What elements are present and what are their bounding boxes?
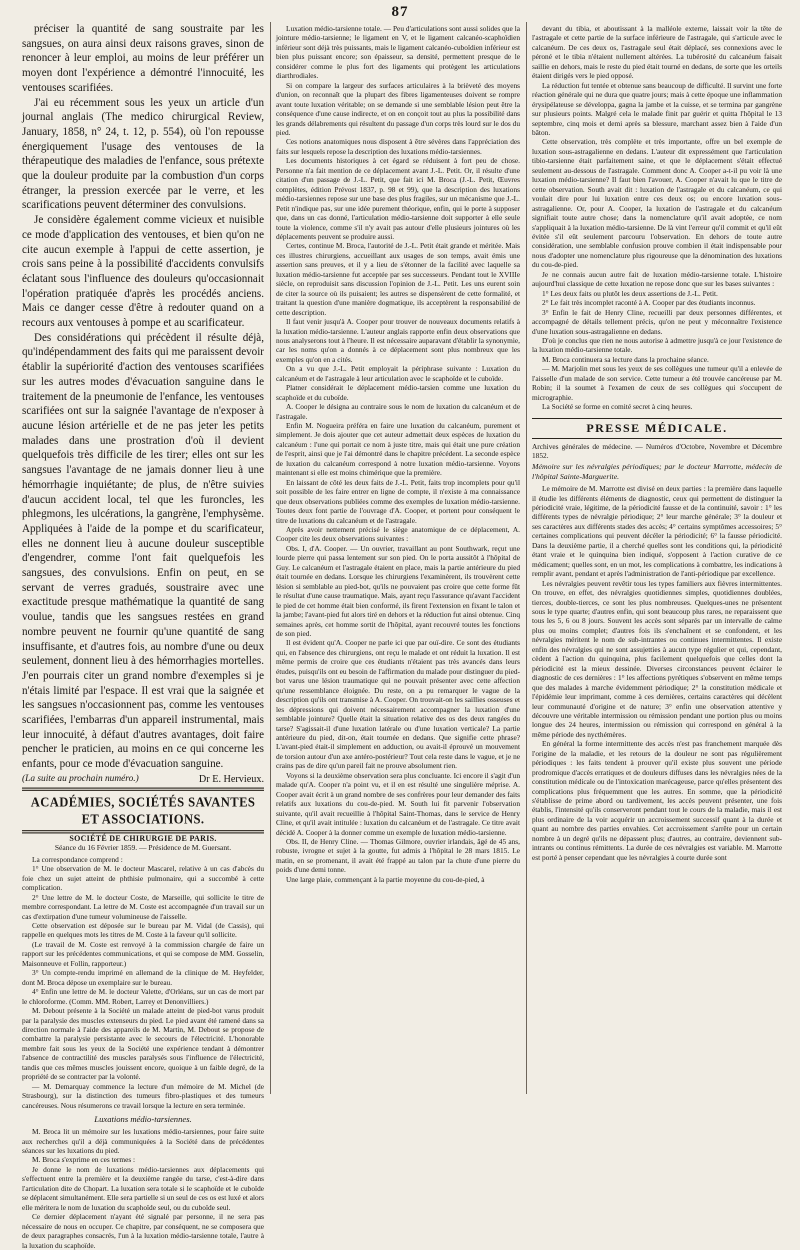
society-title: SOCIÉTÉ DE CHIRURGIE DE PARIS. (69, 833, 217, 843)
paragraph: Ce dernier déplacement n'ayant été signalé par personne, il ne sera pas nécessaire de nous en occuper. Ce chapitre, par conséquent, ne se composera que de deux paragraphes consacrés, l'un à la luxation médio-tarsienne totale, l'autre à la luxation du scaphoïde. (22, 1212, 264, 1250)
paragraph: Ces notions anatomiques nous disposent à être sévères dans l'appréciation des faits sur lesquels repose la description des luxations médio-tarsiennes. (276, 137, 520, 156)
paragraph: 4° Enfin une lettre de M. le docteur Valette, d'Orléans, sur un cas de mort par le chloroforme. (Comm. MM. Robert, Larrey et Denonvilliers.) (22, 987, 264, 1006)
continuation-note: (La suite au prochain numéro.) (22, 773, 139, 784)
paragraph: préciser la quantité de sang soustraite par les sangsues, on aura ainsi deux raisons graves, sinon de renoncer à leur emploi, au moins de leur préférer un moyen dont l'expérience a démontré l'innocuité, les ventouses scarifiées. (22, 23, 264, 94)
paragraph: En laissant de côté les deux faits de J.-L. Petit, faits trop incomplets pour qu'il soit possible de les faire entrer en ligne de compte, il n'existe à ma connaissance que deux observations publiées comme des exemples de luxation médio-tarsienne. Toutes deux font partie de l'ouvrage d'A. Cooper, et portent pour conséquent le titre de luxations du calcanéum et de l'astragale. (276, 477, 520, 525)
paragraph: 3° Enfin le fait de Henry Cline, recueilli par deux personnes différentes, et accompagné de détails tellement précis, qu'on ne peut y méconnaître l'existence d'une luxation sous-astragalienne en dedans. (532, 307, 782, 336)
paragraph: Si on compare la largeur des surfaces articulaires à la brièveté des moyens d'union, on reconnaît que la plupart des fibres ligamenteuses doivent se rompre avant toute luxation véritable; on se demande si une semblable lésion peut être la conséquence d'une cause indirecte, et on en conçoit tout au plus la possibilité dans les grands délabrements qui résultent du passage d'un corps très lourd sur le dos du pied. (276, 80, 520, 137)
paragraph: (Le travail de M. Coste est renvoyé à la commission chargée de faire un rapport sur les précédentes communications, et qui se compose de MM. Gosselin, Maisonneuve et Follin, rapporteur.) (22, 939, 264, 968)
paragraph: Obs. I, d'A. Cooper. — Un ouvrier, travaillant au pont Southwark, reçut une lourde pierre qui passa lentement sur son pied. On le porta aussitôt à l'hôpital de Guy. Le calcanéum et l'astragale étaient en place, mais la partie antérieure du pied était tournée en dedans. Lorsque les chirurgiens l'examinèrent, ils trouvèrent cette lésion si semblable au pied-bot, qu'ils ne pouvaient pas croire que cette forme fût le résultat d'une cause traumatique. Mais, ayant reçu l'assurance qu'avant l'accident le pied de cet homme était bien conformé, ils firent l'extension en fixant le talon et la jambe; l'avant-pied fut alors tiré en dehors et la réduction fut ainsi obtenue. Cinq semaines après, cet homme sortit de l'hôpital, ayant recouvré toutes les fonctions de son pied. (276, 543, 520, 638)
paragraph: En général la forme intermittente des accès n'est pas franchement marquée dès l'origine de la maladie, et les retours de la douleur ne sont pas régulièrement périodiques : les faits tendent à prouver qu'il existe plus souvent une période prodromique d'accès erratiques et de douleurs diffuses dans les névralgies nées de la constitution médicale ou de l'intoxication marécageuse, parce qu'elles présentent des complications plus fréquemment que les autres. En somme, que la périodicité s'établisse de prime abord ou tardivement, les accès peuvent présenter, une fois établis, l'intensité qu'ils conserveront pendant tout le cours de la maladie, mais il est plus ordinaire de la voir acquérir un accroissement successif quant à la durée et quant au nombre des parties envahies. Cet accroissement s'arrête pour un certain nombre à un degré qu'ils ne dépassent plus; d'autres, au contraire, deviennent sub-intrants ou continus rémittents. La durée de ces névralgies est variable. M. Marrotte est porté à penser cependant que les névralgies à courte durée sont (532, 739, 782, 862)
paragraph: M. Broca lit un mémoire sur les luxations médio-tarsiennes, pour faire suite aux recherches qu'il a déjà communiquées à la Société dans de précédentes séances sur les luxations du pied. (22, 1127, 264, 1155)
paragraph: Je donne le nom de luxations médio-tarsiennes aux déplacements qui s'effectuent entre la première et la deuxième rangée du tarse, c'est-à-dire dans l'articulation dite de Chopart. La luxation sera totale si le scaphoïde et le cuboïde se déplacent simultanément. Elle sera partielle si un seul de ces os est luxé et alors elle méritera le nom de luxation du scaphoïde seul, ou du cuboïde seul. (22, 1164, 264, 1212)
paragraph: Je ne connais aucun autre fait de luxation médio-tarsienne totale. L'histoire aujourd'hui classique de cette luxation ne repose donc que sur les bases suivantes : (532, 269, 782, 289)
paragraph: Il faut venir jusqu'à A. Cooper pour trouver de nouveaux documents relatifs à la luxation médio-tarsienne. L'auteur anglais rapporte enfin deux observations que nous analyserons tout à l'heure. Il est nécessaire auparavant d'établir la synonymie, car les noms qu'on a donnés à ce déplacement sont plus nombreux que les exemples qu'on en a cités. (276, 317, 520, 364)
paragraph: Il est évident qu'A. Cooper ne parle ici que par ouï-dire. Ce sont des étudiants qui, en l'absence des chirurgiens, ont reçu le malade et ont réduit la luxation. Il est même permis de croire que ces étudiants n'étaient pas très avancés dans leurs études, puisqu'ils ont eu besoin de l'affirmation du malade pour distinguer du pied-bot varus une lésion traumatique qui ne pouvait présenter avec cette affection qu'une ressemblance éloignée. Du reste, on a pu remarquer le vague de la description qu'ils ont transmise à A. Cooper. On trouvait-on les saillies osseuses et les dépressions qui doivent nécessairement accompagner la luxation d'une semblable jointure? Quelle était la situation relative des os des deux rangées du tarse? S'agissait-il d'une luxation latérale ou d'une luxation verticale? La partie antérieure du pied, dit-on, était tournée en dedans. Que signifie cette phrase? L'avant-pied était-il simplement en adduction, ou avait-il éprouvé un mouvement de torsion autour d'un axe antéro-postérieur? Tout cela reste dans le vague, et je ne crains pas de dire qu'un pareil fait ne prouve absolument rien. (276, 638, 520, 771)
luxations-report (22, 1127, 264, 1250)
paragraph: J'ai eu récemment sous les yeux un article d'un journal anglais (The medico chirurgical Review, January, 1858, n° 24, t. 12, p. 554), où l'on repousse énergiquement l'usage des ventouses de la thérapeutique des maladies de l'enfance, sous prétexte que la douleur produite par la combustion d'un corps étranger, la pression exercée par le verre, et les scarifications peuvent déterminer des convulsions. (22, 96, 264, 212)
press-source: Archives générales de médecine. — Numéros d'Octobre, Novembre et Décembre 1852. (532, 441, 782, 461)
paragraph: Certes, continue M. Broca, l'autorité de J.-L. Petit était grande et méritée. Mais ces illustres chirurgiens, accueillant aux usages de son temps, avait émis une assertion sans preuves, et il y a lieu de s'étonner de la facilité avec laquelle sa luxation médio-tarsienne fut acceptée par ses successeurs. Pendant tout le XVIIIe siècle, on reproduisit sans discussion l'opinion de J.-L. Petit. Les uns eurent soin de citer la source où ils puisaient; les autres se dispensèrent de cette formalité, et traitant la question d'une manière dogmatique, ils acceptèrent la responsabilité de cette description. (276, 241, 520, 317)
page-number: 87 (391, 4, 409, 20)
article-ventouses (22, 22, 264, 772)
paragraph: La correspondance comprend : (32, 854, 123, 864)
paragraph: Une large plaie, commençant à la partie moyenne du cou-de-pied, à (286, 874, 485, 884)
press-article-body (532, 484, 782, 862)
paragraph: Les névralgies peuvent revêtir tous les types familiers aux fièvres intermittentes. On trouve, en effet, des névralgies quotidiennes simples, quotidiennes doublées, tierces, double-tierces, ce sont les plus nombreuses. Quelques-unes ne présentent sous le type quarte; d'autres enfin, qui sont beaucoup plus rares, ne reparaissent que tous les 5, 6 ou 8 jours. Souvent les accès sont séparés par un intervalle de calme plus ou moins complet; d'autres fois ils s'enchaînent et se confondent, et les névralgies méritent le nom de sub-intrantes ou continues intermittentes. Il existe enfin des névralgies qui ne sont assujetties à aucun type régulier et qui, cependant, cèdent à l'action du quinquina, plus facilement quelquefois que celles dont la périodicité est la mieux dessinée. Diverses circonstances peuvent éclairer le diagnostic de ces dernières : 1° les affections pyrétiques s'observent en même temps que des malades à marche évidemment périodique; 2° la constitution médicale et l'épidémie leur imprimant, comme à ces dernières, certains caractères qui décèlent leur communauté d'origine et de nature; 3° enfin une observation attentive y découvre une véritable intermission ou rémission pendant une portion plus ou moins longue des 24 heures, intermission ou rémission qui correspond en général à la même période des nycthémères. (532, 578, 782, 739)
author-name: Dr E. Hervieux. (198, 773, 264, 785)
luxations-continued (532, 24, 782, 412)
press-section-heading: PRESSE MÉDICALE. (532, 418, 782, 439)
paragraph: A. Cooper le désigna au contraire sous le nom de luxation du calcanéum et de l'astragale. (276, 402, 520, 421)
paragraph: M. Debout présente à la Société un malade atteint de pied-bot varus produit par la paralysie des muscles extenseurs du pied. Le pied avant été ramené dans sa direction normale à l'aide des appareils de M. Martin, M. Debout se propose de combattre la paralysie persistante avec le secours de l'électricité. L'honorable membre fait sous les yeux de la Société une expérience tendant à démontrer l'absence de contractilité des muscles paralysés sous l'influence de l'électricité, tandis que ces mêmes muscles jouissent encore, quoique à un faible degré, de la propriété de se contracter par la volonté. (22, 1006, 264, 1082)
paragraph: On a vu que J.-L. Petit employait la périphrase suivante : Luxation du calcanéum et de l'astragale à leur articulation avec le scaphoïde et le cuboïde. (276, 364, 520, 383)
article-signature (22, 774, 264, 785)
paragraph: M. Broca s'exprime en ces termes : (32, 1155, 136, 1165)
paragraph: M. Broca continuera sa lecture dans la prochaine séance. (542, 354, 709, 364)
paragraph: La Société se forme en comité secret à cinq heures. (542, 402, 693, 412)
paragraph: Le mémoire de M. Marrotte est divisé en deux parties : la première dans laquelle il étudie les différents éléments de diagnostic, ceux qui permettent de distinguer la périodicité vraie, légitime, de la périodicité fausse et de la continuité, savoir : 1° les différents types de névralgie périodique; 2° leur marche générale; 3° la douleur et ses caractères aux différents stades des accès; 4° certains symptômes accessoires; 5° certaines complications qui peuvent décéler la périodicité; 6° la fausse périodicité. Dans la deuxième partie, il a cherché quelles sont les conditions qui, la périodicité étant vraie et le quinquina bien indiqué, s'opposent à l'action curative de ce médicament; quelles sont, en un mot, les complications à combattre, les indications à remplir avant, pendant et après l'administration de l'anti-périodique par excellence. (532, 484, 782, 579)
column-divider (270, 22, 271, 1094)
paragraph: Je considère également comme vicieux et nuisible ce mode d'application des ventouses, et bien qu'on ne cite aucun exemple à l'appui de cette assertion, je crois sans peine à la possibilité d'accidents convulsifs éclatant sous l'influence des douleurs qu'occasionnait l'opération pratiquée d'après les procédés anciens. Mais ce danger cesse d'être à redouter quand on a recours aux ventouses à pompe et au scarificateur. (22, 214, 264, 330)
paragraph: Après avoir nettement précisé le siège anatomique de ce déplacement, A. Cooper cite les deux observations suivantes : (276, 525, 520, 544)
session-line: Séance du 16 Février 1859. — Présidence de M. Guersant. (54, 842, 232, 852)
paragraph: 3° Un compte-rendu imprimé en allemand de la clinique de M. Heyfelder, dont M. Broca dépose un exemplaire sur le bureau. (22, 968, 264, 987)
paragraph: Cette observation est déposée sur le bureau par M. Vidal (de Cassis), qui rappelle en quelques mots les titres de M. Coste à la faveur qu'il sollicite. (22, 921, 264, 940)
column-3 (532, 22, 782, 1096)
paragraph: 2° Le fait très incomplet raconté à A. Cooper par des étudiants inconnus. (542, 298, 756, 308)
column-1 (22, 22, 264, 1250)
paragraph: Voyons si la deuxième observation sera plus concluante. Ici encore il s'agit d'un malade qu'A. Cooper n'a point vu, et il en est résulté une singulière méprise. A. Cooper avait écrit à un grand nombre de ses confrères pour leur demander des faits relatifs aux luxations du cou-de-pied. M. South lui fit parvenir l'observation suivante, qu'il avait recueillie à l'hôpital Saint-Thomas, dans le service de Henry Cline, et qu'il avait intitulée : luxation du calcanéum et de l'astragale. Ce titre avait décidé A. Cooper à la donner comme un exemple de luxation médio-tarsienne. (276, 770, 520, 837)
paragraph: La réduction fut tentée et obtenue sans beaucoup de difficulté. Il survint une forte réaction générale qui ne dura que quatre jours; mais à cette époque une inflammation érysipélateuse se développa, gagna la jambe et la cuisse, et se termina par gangrène sur plusieurs points. Malgré cela le malade finit par guérir et quitta l'hôpital le 13 septembre, cinq mois et demi après sa blessure, marchant assez bien à l'aide d'un bâton. (532, 80, 782, 137)
paragraph: D'où je conclus que rien ne nous autorise à admettre jusqu'à ce jour l'existence de la luxation médio-tarsienne totale. (532, 335, 782, 355)
section-heading: ACADÉMIES, SOCIÉTÉS SAVANTES ET ASSOCIATIONS. (22, 787, 264, 833)
column-2 (276, 24, 520, 1098)
paragraph: Obs. II, de Henry Cline. — Thomas Gilmore, ouvrier irlandais, âgé de 45 ans, robuste, ivrogne et sujet à la goutte, fut admis à l'hôpital le 28 mars 1815. Le matin, en se promenant, il avait été frappé au talon par la chute d'une pierre du poids d'une demi tonne. (276, 836, 520, 875)
paragraph: Enfin M. Nogueira préféra en faire une luxation du calcanéum, purement et simplement. Je dois ajouter que cet auteur admettait deux espèces de luxation du calcanéum : l'une qui portait ce nom à juste titre, mais qui était une pure création de l'esprit, ainsi que je l'ai démontré dans le chapitre précédent. La seconde espèce de luxation du calcanéum correspond à notre luxation médio-tarsienne. Voyons maintenant si elle est moins chimérique que la première. (276, 421, 520, 478)
paragraph: devant du tibia, et aboutissant à la malléole externe, laissait voir la tête de l'astragale et cette partie de la surface inférieure de l'astragale, qui s'articule avec le calcanéum. De ces deux os, l'astragale seul était déplacé, ses connexions avec le péroné et le tibia n'étaient nullement altérées. La tubérosité du calcanéum faisait saillie en dehors, mais le reste du pied était tourné en dedans, de sorte que les orteils étaient dirigés vers le pied opposé. (532, 24, 782, 81)
column-divider (526, 22, 527, 1094)
subsection-title: Luxations médio-tarsiennes. (94, 1114, 192, 1125)
press-article-title: Mémoire sur les névralgies périodiques; par le docteur Marrotte, médecin de l'hôpital Sainte-Marguerite. (532, 462, 782, 482)
society-report (22, 855, 264, 1110)
paragraph: — M. Marjolin met sous les yeux de ses collègues une tumeur qu'il a enlevée de l'aisselle d'un malade de son service. Cette tumeur a été trouvée cancéreuse par M. Robin; il la soumet à l'examen de ceux de ses collègues qui s'occupent de micrographie. (532, 364, 782, 402)
paragraph: Platner considérait le déplacement médio-tarsien comme une luxation du scaphoïde et du cuboïde. (276, 383, 520, 402)
paragraph: Luxation médio-tarsienne totale. — Peu d'articulations sont aussi solides que la jointure médio-tarsienne; le ligament en V, et le ligament calcanéo-scaphoïdien inférieur sont déjà très puissants, mais le ligament calcanéo-cuboïdien inférieur est bien plus puissant encore; son épaisseur, sa densité, permettent presque de le considérer comme le plus fort des ligaments qui protègent les articulations diarthrodiales. (276, 24, 520, 81)
paragraph: Les documents historiques à cet égard se réduisent à fort peu de chose. Personne n'a fait mention de ce déplacement avant J.-L. Petit. Or, il résulte d'une citation d'un passage de J.-L. Petit, que fait ici M. Broca (J.-L. Petit, Œuvres complètes, édition Prévost 1837, p. 98 et 99), que la description des luxations médio-tarsiennes repose sur une base des plus fragiles, sur un mécanisme que J.-L. Petit n'indique pas, sur une idée purement théorique, enfin, qui le porte à supposer que, dans un cas donné, l'articulation médio-tarsienne doit supporter à elle seule toute la violence, comme s'il n'y avait pas autour d'elle plusieurs jointures où les déplacements peuvent se produire aussi. (276, 156, 520, 241)
paragraph: 1° Une observation de M. le docteur Mascarel, relative à un cas d'abcès du foie chez un sujet atteint de phthisie pulmonaire, qui a succombé à cette complication. (22, 864, 264, 893)
paragraph: 2° Une lettre de M. le docteur Coste, de Marseille, qui sollicite le titre de membre correspondant. La lettre de M. Coste est accompagnée d'un travail sur un cas d'extirpation d'une tumeur volumineuse de l'aisselle. (22, 892, 264, 921)
paragraph: Des considérations qui précèdent il résulte déjà, qu'indépendamment des faits qui me paraissent devoir établir la supériorité d'action des ventouses scarifiées sur les autres modes d'évacuation sanguine dans le traitement de la pneumonie de l'enfance, les ventouses scarifiées ont sur la saignée l'avantage de n'exposer à aucune lésion artérielle et de ne pas jeter les petits malades dans une prostration d'où il devient quelquefois très difficile de les tirer; elles ont sur les sangsues l'avantage de ne jamais donner lieu à une hémorrhagie inquiétante; de plus, de n'être suivies d'aucun accident local, tel que les furoncles, les phlegmons, les ulcérations, la gangrène, l'emphysème. Appliquées à l'aide de la pompe et du scarificateur, elles ne donnent lieu à aucune douleur susceptible d'engendrer, comme l'ont fait quelquefois les sangsues, des convulsions. Enfin on peut, en se servant de verres gradués, soustraire avec une exactitude presque mathématique la quantité de sang voulue, tandis que les sangsues restées en grand nombre peuvent ne fournir qu'une quantité de sang insuffisante, et d'autres fois, au nombre d'une ou deux seulement, donnent lieu à des hémorrhagies mortelles. J'en pourrais citer un grand nombre d'exemples si je n'étais limité par l'espace. Il est vrai que la saignée et les sangsues n'occasionnent pas, comme les ventouses scarifiées, l'embarras d'un appareil instrumental, mais leur innocuité, à défaut d'autres avantages, doit faire pencher le praticien, au moins en ce qui concerne les enfants, pour ce mode d'évacuation sanguine. (22, 331, 264, 771)
paragraph: 1° Les deux faits ou plutôt les deux assertions de J.-L. Petit. (542, 288, 718, 298)
paragraph: Cette observation, très complète et très importante, offre un bel exemple de luxation sous-astragalienne en dedans. L'auteur dit expressément que l'articulation tibio-tarsienne était parfaitement saine, et que le déplacement s'était effectué seulement au-dessous de l'astragale. Comment donc A. Cooper a-t-il pu voir là une luxation médio-tarsienne? Il faut bien l'avouer, A. Cooper n'avait lu que le titre de cette observation. South avait dit : luxation de l'astragale et du calcanéum, ce qui voulait dire pour lui luxation entre ces deux os; ou encore luxation sous-astragalienne. Or, pour A. Cooper, la luxation de l'astragale et du calcanéum signifiait toute autre chose; dans la nomenclature qu'il avait adoptée, ce nom s'appliquait à la luxation médio-tarsienne. De là vint l'erreur qu'il commit et qu'il eût évitée s'il eût seulement parcouru l'observation. En dehors de toute autre considération, une semblable confusion prouve combien il était indispensable pour nous d'adopter une nomenclature plus rigoureuse que la dénomination des luxations du cou-de-pied. (532, 137, 782, 270)
paragraph: — M. Demarquay commence la lecture d'un mémoire de M. Michel (de Strasbourg), sur la distinction des tumeurs fibro-plastiques et des tumeurs cancéreuses. Nous résumerons ce travail lorsque la lecture en sera terminée. (22, 1081, 264, 1110)
